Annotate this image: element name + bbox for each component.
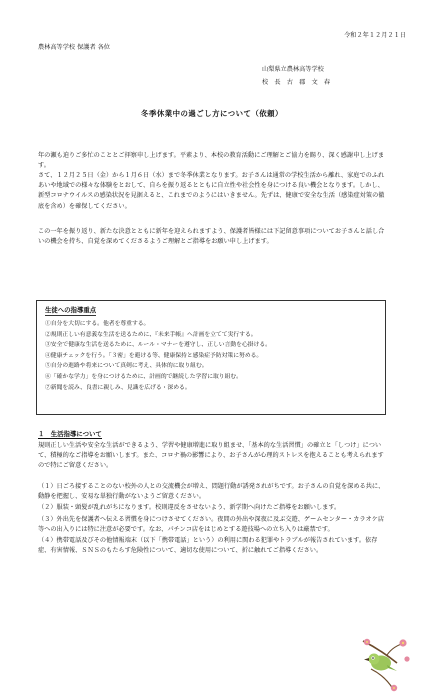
- guidance-item: ④健康チェックを行う。「３密」を避ける等、健康保持と感染症予防対策に努める。: [45, 352, 263, 359]
- guidance-box: [36, 300, 386, 415]
- document-title: 冬季休業中の過ごし方について（依頼）: [141, 109, 283, 118]
- guidance-item: ③安全で健康な生活を送るために、ルール・マナーを遵守し、正しい言動を心掛ける。: [45, 342, 271, 349]
- guidance-item: ①自分を大切にする。他者を尊重する。: [45, 321, 150, 327]
- addressee: 農林高等学校 保護者 各位: [38, 44, 110, 51]
- sender-principal: 校 長 古 郡 文 春: [262, 79, 331, 86]
- bird-illustration: [357, 633, 413, 693]
- section-item: （３）外出先を保護者へ伝える習慣を身につけさせてください。夜間の外出や深夜に及ぶ交遊、ゲームセンター・カラオケ店等への出入りには特に注意が必要です。なお、パチンコ店をはじめとする遊技場への立ち入りは厳禁です。: [38, 515, 385, 533]
- sender-school: 山梨県立農林高等学校: [262, 66, 324, 73]
- section-items: [38, 482, 388, 557]
- section-intro: 規則正しい生活や安全な生活ができるよう、学習や健康増進に取り組ませ、「基本的な生活習慣」の確立と「しつけ」について、積極的なご指導をお願いします。また、コロナ禍の影響により、お子さんが心理的ストレスを抱えることも考えられますので特にご留意ください。: [38, 442, 384, 470]
- guidance-list: [45, 319, 345, 393]
- paragraph-greeting: 年の瀬も迫りご多忙のこととご拝察申し上げます。平素より、本校の教育活動にご理解とご協力を賜り、深く感謝申し上げます。: [38, 152, 385, 170]
- guidance-item: ⑦新聞を読み、良書に親しみ、見識を広げる・深める。: [45, 384, 191, 391]
- guidance-box-title: 生徒への指導重点: [45, 306, 97, 314]
- section-item: （１）日ごろ接することのない校外の人との交流機会が増え、問題行動が誘発されがちです。お子さんの自覚を深める共に、動静を把握し、安易な単独行動がないようご留意ください。: [38, 483, 385, 501]
- section-item: （４）携帯電話及びその他情報端末（以下「携帯電話」という）の利用に関わる犯罪やトラブルが報告されています。依存症、有害情報、ＳＮＳのもたらす危険性について、適切な使用について、折に触れてご指導ください。: [38, 537, 378, 555]
- guidance-item: ⑥「確かな学力」を身につけるために、計画的で継続した学習に取り組む。: [45, 373, 242, 380]
- document-date: 令和２年１２月２１日: [344, 32, 406, 39]
- guidance-item: ②規則正しい有意義な生活を送るために、『未来手帳』へ計画を立てて実行する。: [45, 331, 257, 338]
- guidance-item: ⑤自分の進路や将来について真剣に考え、具体的に取り組む。: [45, 363, 208, 370]
- section-item: （２）服装・頭髪が乱れがちになります。校則違反をさせないよう、新学期へ向けたご指導をお願いします。: [38, 504, 341, 512]
- section-title: １ 生活指導について: [38, 430, 102, 438]
- paragraph-winter-break: さて、１２月２５日（金）から１月６日（水）まで冬季休業となります。お子さんは通常の学校生活から離れ、家庭でのふれあいや地域での様々な体験をとおして、自らを振り返るとともに自立性や社会性を身につける良い機会となります。しかし、新型コロナウイルスの感染状況を見据えると、これまでのようにはいきません。先ずは、健康で安全な生活（感染症対策の徹底を含め）を確保してください。: [38, 172, 385, 210]
- paragraph-request: この一年を振り返り、新たな決意とともに新年を迎えられますよう、保護者皆様には下記留意事項についてお子さんと話し合いの機会を持ち、自覚を深めてくださるようご理解とご指導をお願い申し上げます。: [38, 228, 385, 246]
